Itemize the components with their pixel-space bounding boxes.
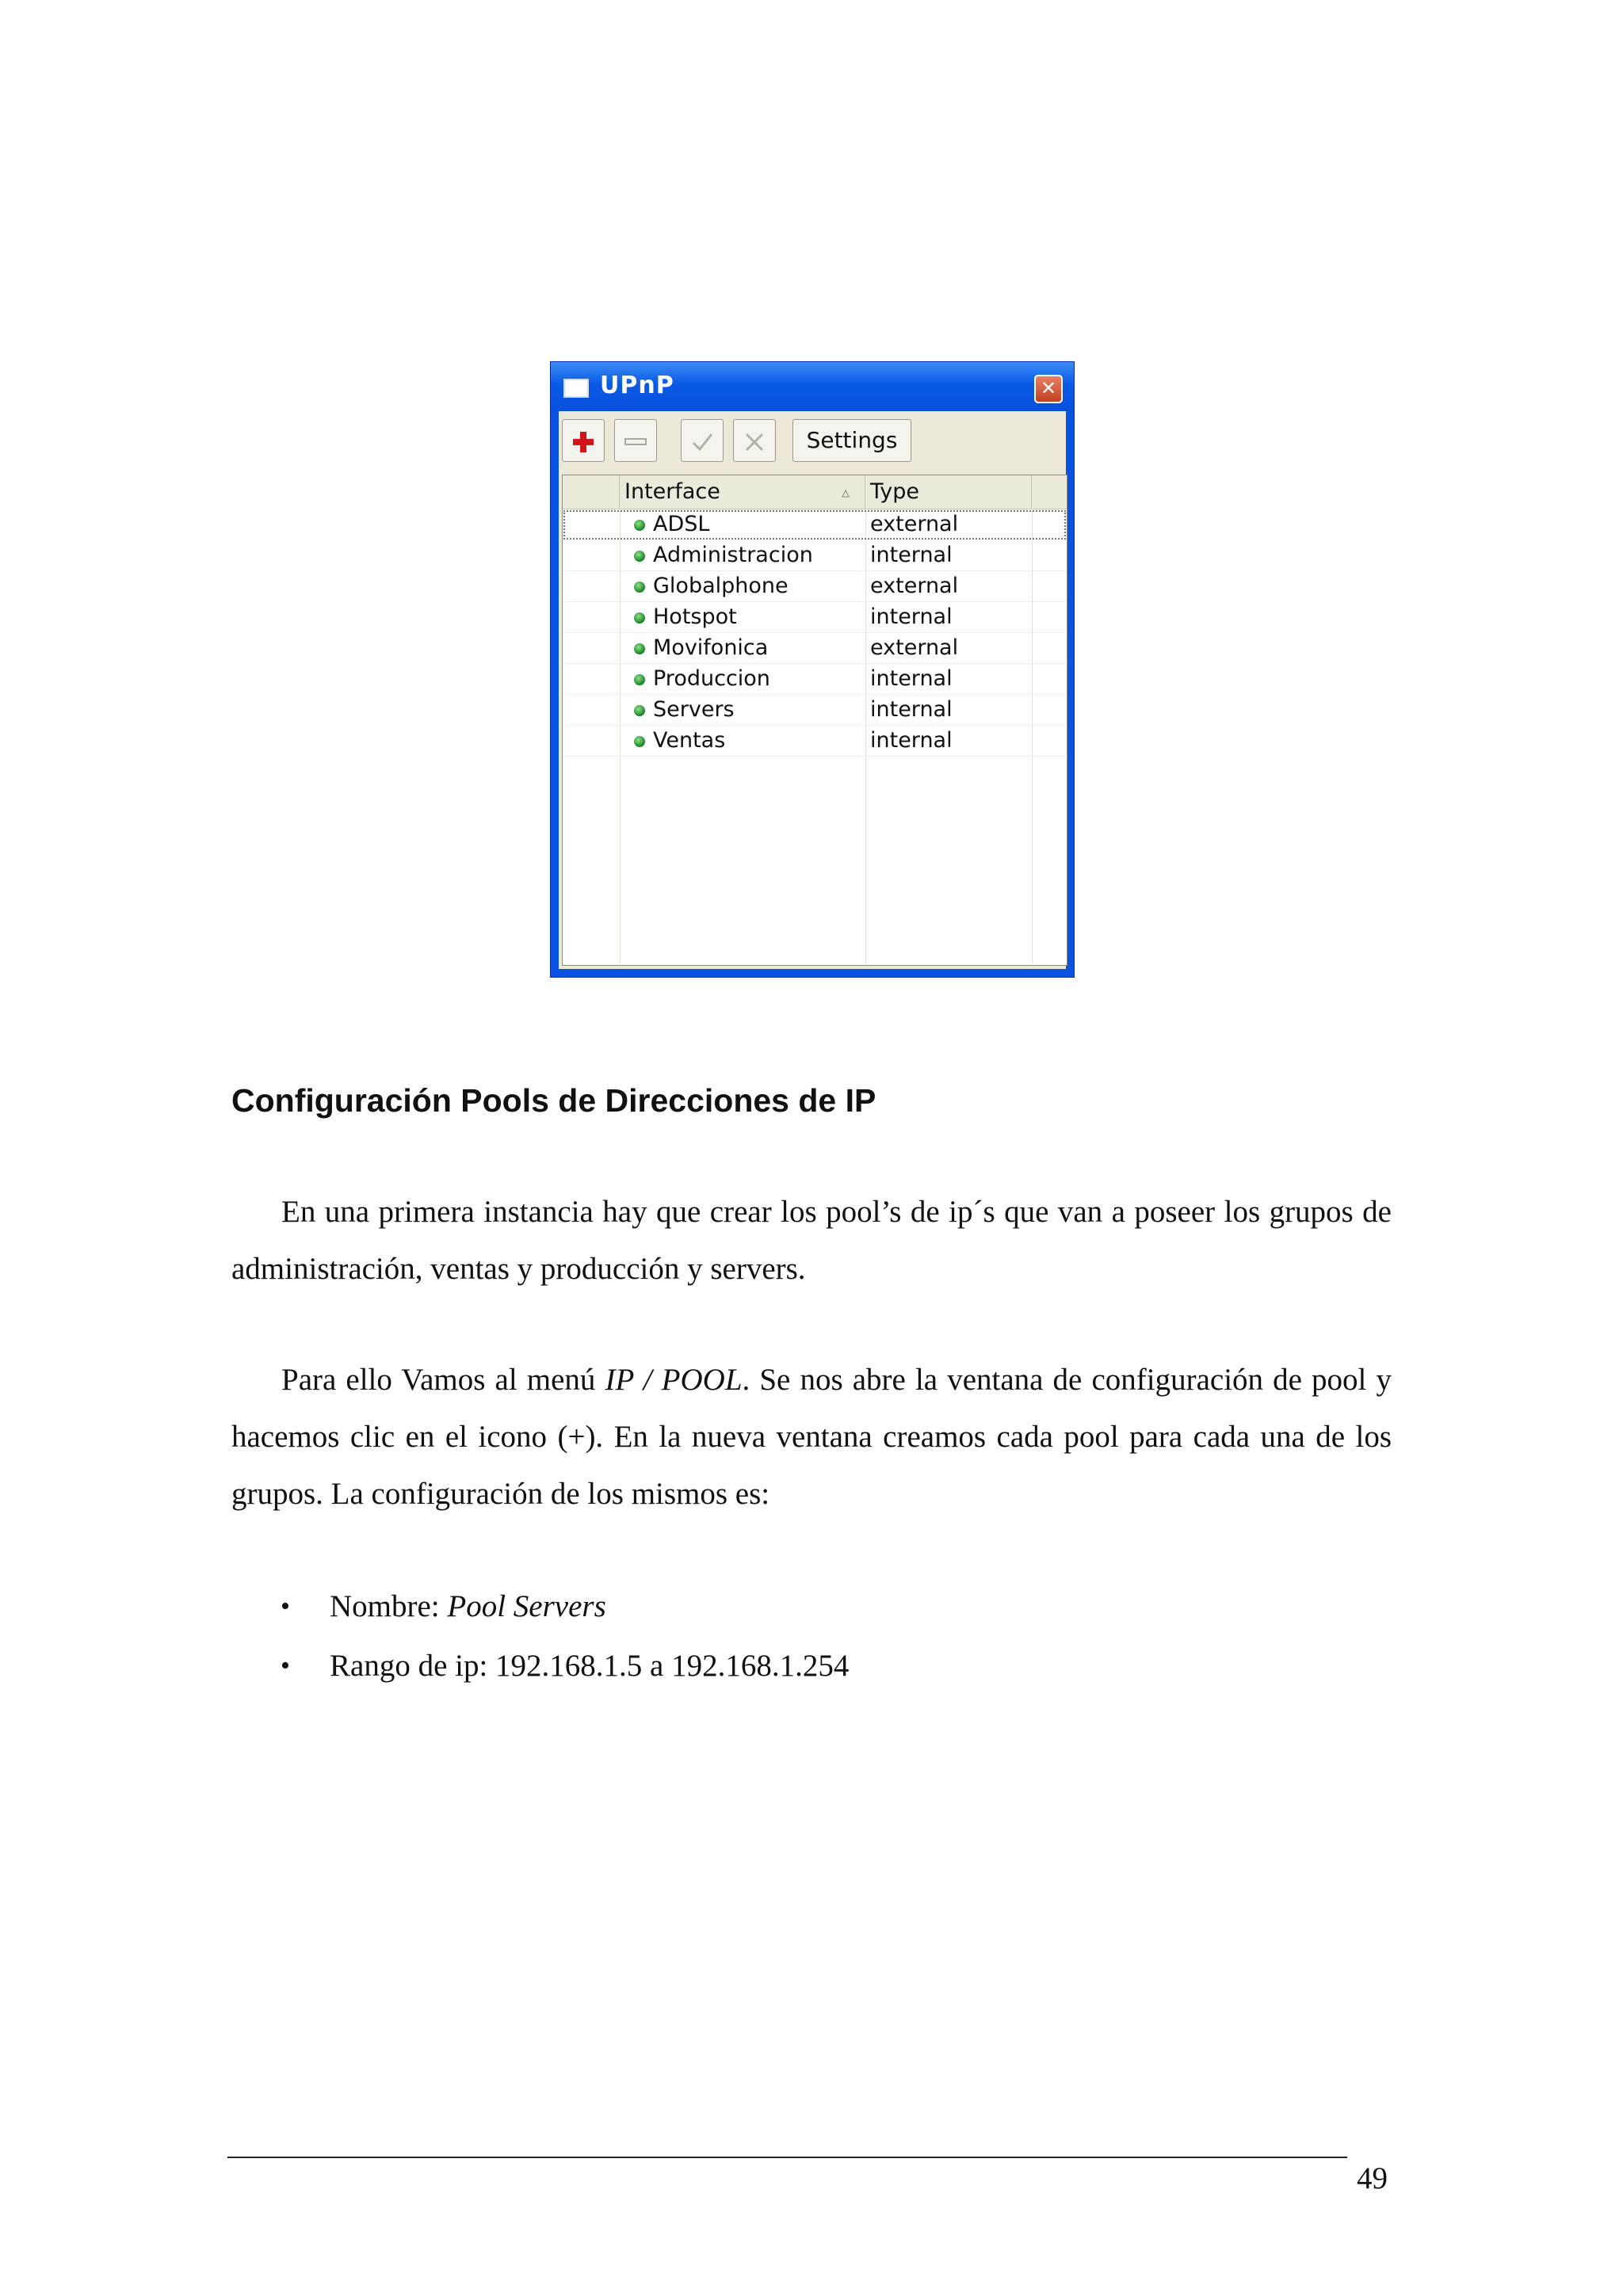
- paragraph-text: Para ello Vamos al menú: [281, 1363, 605, 1397]
- menu-path: IP / POOL: [605, 1363, 743, 1397]
- sort-ascending-icon: ▵: [842, 482, 850, 502]
- table-row[interactable]: [563, 695, 1067, 726]
- status-dot-icon: [634, 612, 645, 624]
- row-interface: Hotspot: [653, 605, 737, 629]
- section-heading: Configuración Pools de Direcciones de IP: [231, 1082, 876, 1119]
- paragraph-intro: En una primera instancia hay que crear los pool’s de ip´s que van a poseer los grupos de administración, ventas y producción y servers.: [231, 1195, 1392, 1286]
- row-type: internal: [870, 697, 953, 722]
- header-type[interactable]: [865, 475, 1032, 509]
- table-row[interactable]: [563, 509, 1067, 540]
- plus-icon: [571, 430, 595, 454]
- window-icon: [563, 379, 589, 398]
- row-interface: Ventas: [653, 728, 726, 753]
- table-row[interactable]: [563, 664, 1067, 695]
- bullet-icon: •: [281, 1592, 290, 1621]
- row-interface: Movifonica: [653, 635, 769, 660]
- status-dot-icon: [634, 643, 645, 654]
- table-row[interactable]: [563, 540, 1067, 571]
- bullet-icon: •: [281, 1651, 290, 1680]
- cross-icon: [743, 430, 766, 454]
- bullet-text: [330, 1577, 606, 1636]
- row-interface: Administracion: [653, 543, 813, 567]
- row-type: external: [870, 512, 959, 536]
- status-dot-icon: [634, 736, 645, 747]
- status-dot-icon: [634, 674, 645, 685]
- header-interface[interactable]: [620, 475, 865, 509]
- window-titlebar[interactable]: [551, 362, 1074, 411]
- minus-icon: [624, 430, 647, 454]
- row-type: internal: [870, 666, 953, 691]
- row-type: external: [870, 574, 959, 598]
- interface-table: [562, 475, 1067, 966]
- table-header: [563, 475, 1067, 509]
- table-row[interactable]: [563, 602, 1067, 633]
- row-interface: ADSL: [653, 512, 710, 536]
- window-client-area: [559, 411, 1066, 969]
- row-type: internal: [870, 728, 953, 753]
- remove-button[interactable]: [614, 419, 657, 462]
- pool-name: Pool Servers: [447, 1589, 606, 1623]
- header-interface-label: Interface: [624, 479, 720, 504]
- table-row[interactable]: [563, 571, 1067, 602]
- add-button[interactable]: [562, 419, 605, 462]
- settings-button[interactable]: Settings: [792, 419, 911, 462]
- check-icon: [690, 430, 714, 454]
- table-row[interactable]: [563, 726, 1067, 757]
- paragraph-text: . Se nos abre la ventana de configuración de pool y hacemos clic en el icono (+). En la nueva ventana creamos cada pool para cada una de los grupos. La configuración de los mismos es:: [231, 1363, 1392, 1511]
- status-dot-icon: [634, 520, 645, 531]
- bullet-label: Nombre:: [330, 1589, 448, 1623]
- row-type: external: [870, 635, 959, 660]
- paragraph-instructions: [231, 1352, 1392, 1523]
- enable-button[interactable]: [681, 419, 724, 462]
- status-dot-icon: [634, 582, 645, 593]
- status-dot-icon: [634, 705, 645, 716]
- status-dot-icon: [634, 551, 645, 562]
- row-type: internal: [870, 605, 953, 629]
- row-type: internal: [870, 543, 953, 567]
- header-spacer: [563, 475, 620, 509]
- disable-button[interactable]: [733, 419, 776, 462]
- toolbar: [559, 411, 1066, 467]
- window-title: UPnP: [600, 372, 674, 399]
- row-interface: Servers: [653, 697, 735, 722]
- footer-rule: [227, 2157, 1347, 2158]
- upnp-window: [550, 361, 1075, 978]
- close-button[interactable]: ✕: [1034, 375, 1063, 403]
- row-interface: Produccion: [653, 666, 770, 691]
- table-row[interactable]: [563, 633, 1067, 664]
- bullet-text: Rango de ip: 192.168.1.5 a 192.168.1.254: [330, 1649, 850, 1683]
- row-interface: Globalphone: [653, 574, 789, 598]
- header-type-label: Type: [870, 479, 920, 504]
- page-number: 49: [1357, 2161, 1388, 2195]
